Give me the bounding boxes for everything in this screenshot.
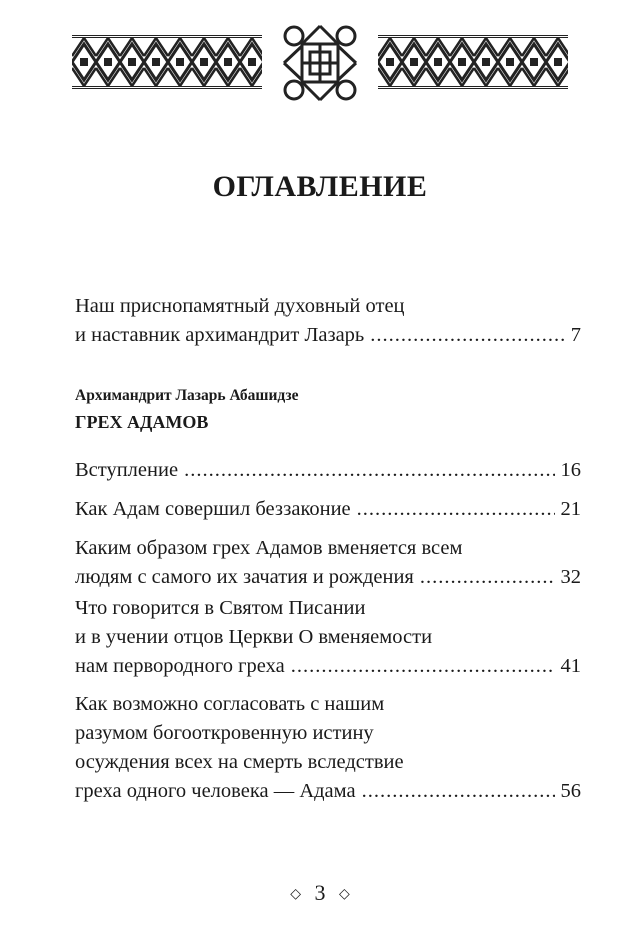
page-title: ОГЛАВЛЕНИЕ xyxy=(212,170,428,203)
entry-title: и наставник архимандрит Лазарь xyxy=(75,324,365,346)
entry-line: Каким образом грех Адамов вменяется всем xyxy=(75,537,463,559)
leader-dots xyxy=(370,321,564,350)
entry-line: разумом богооткровенную истину xyxy=(75,722,374,744)
knotwork-medallion-icon xyxy=(280,22,360,104)
entry-title: нам первородного греха xyxy=(75,655,285,677)
entry-last-line xyxy=(75,321,581,350)
leader-dots xyxy=(357,495,555,524)
leader-dots xyxy=(362,777,555,806)
page-folio xyxy=(0,880,640,906)
entry-title: Как Адам совершил беззаконие xyxy=(75,498,351,520)
toc-entry[interactable] xyxy=(75,594,581,681)
entry-last-line xyxy=(75,777,581,806)
entry-line: и в учении отцов Церкви О вменяемости xyxy=(75,626,433,648)
entry-last-line xyxy=(75,652,581,681)
toc-entry[interactable] xyxy=(75,495,581,524)
page-number: 56 xyxy=(560,780,581,802)
page-number: 21 xyxy=(560,498,581,520)
folio-number: 3 xyxy=(314,880,326,905)
ornament-band-right xyxy=(378,35,568,89)
leader-dots xyxy=(291,652,555,681)
page-number: 41 xyxy=(560,655,581,677)
entry-line: Наш приснопамятный духовный отец xyxy=(75,295,405,317)
leader-dots xyxy=(184,456,554,485)
diamond-icon: ◇ xyxy=(339,887,350,903)
entry-line: Как возможно согласовать с нашим xyxy=(75,693,385,715)
work-title: ГРЕХ АДАМОВ xyxy=(75,412,209,432)
toc-entry[interactable] xyxy=(75,534,581,592)
entry-title: греха одного человека — Адама xyxy=(75,780,356,802)
ornament-band-left xyxy=(72,35,262,89)
page-number: 32 xyxy=(560,566,581,588)
toc-entry[interactable] xyxy=(75,456,581,485)
entry-last-line xyxy=(75,456,581,485)
page-number: 7 xyxy=(570,324,581,346)
entry-line: Что говорится в Святом Писании xyxy=(75,597,366,619)
entry-last-line xyxy=(75,495,581,524)
toc-entry[interactable] xyxy=(75,690,581,806)
intro-entry[interactable] xyxy=(75,292,581,350)
entry-last-line xyxy=(75,563,581,592)
leader-dots xyxy=(420,563,555,592)
entry-line: осуждения всех на смерть вследствие xyxy=(75,751,404,773)
page-number: 16 xyxy=(560,459,581,481)
author-name: Архимандрит Лазарь Абашидзе xyxy=(75,387,299,404)
header-ornament xyxy=(72,22,568,104)
entry-title: Вступление xyxy=(75,459,179,481)
entry-title: людям с самого их зачатия и рождения xyxy=(75,566,414,588)
diamond-icon: ◇ xyxy=(290,887,301,903)
